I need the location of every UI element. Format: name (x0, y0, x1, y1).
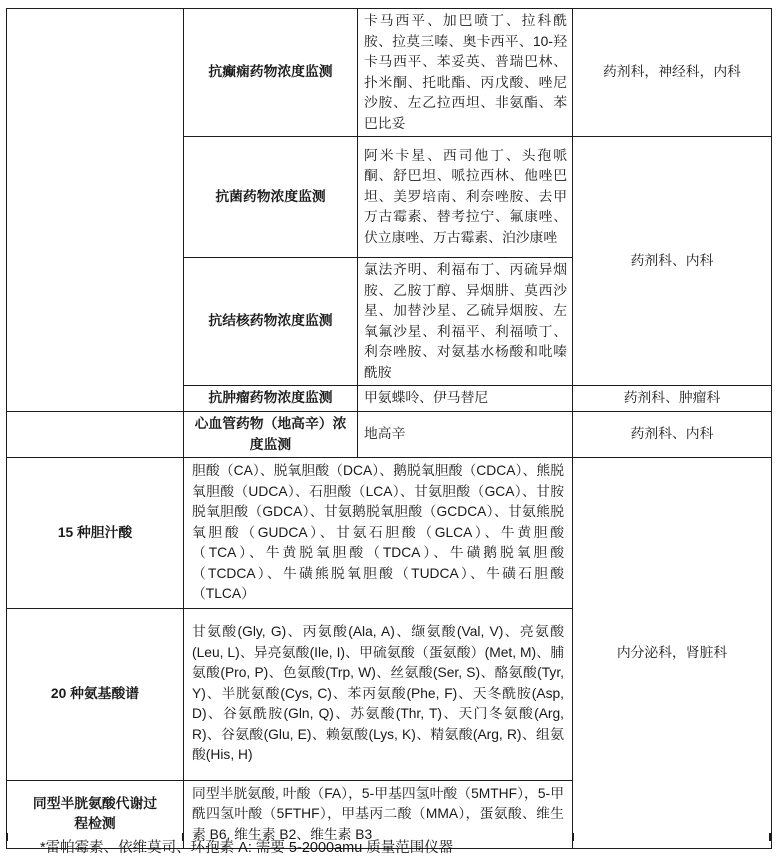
cutoff-border-tick (572, 833, 574, 841)
category-bile-acids: 15 种胆汁酸 (7, 458, 184, 609)
category-amino-acids: 20 种氨基酸谱 (7, 608, 184, 780)
drug-list-antituberculosis: 氯法齐明、利福布丁、丙硫异烟胺、乙胺丁醇、异烟肼、莫西沙星、加替沙星、乙硫异烟胺、左氧氟沙星、利福平、利福喷丁、利奈唑胺、对氨基水杨酸和吡嗪酰胺 (358, 258, 573, 386)
drug-list-antibacterial: 阿米卡星、西司他丁、头孢哌酮、舒巴坦、哌拉西林、他唑巴坦、美罗培南、利奈唑胺、去甲万古霉素、替考拉宁、氟康唑、伏立康唑、万古霉素、泊沙康唑 (358, 137, 573, 258)
content-homocysteine: 同型半胱氨酸, 叶酸（FA），5-甲基四氢叶酸（5MTHF），5-甲酰四氢叶酸（5FTHF），甲基丙二酸（MMA），蛋氨酸、维生素 B6, 维生素 B2、维生素 B3 (184, 780, 573, 849)
cutoff-border-tick (769, 833, 771, 841)
test-name-antitumor: 抗肿瘤药物浓度监测 (184, 386, 358, 412)
test-name-antiepileptic: 抗癫痫药物浓度监测 (184, 9, 358, 137)
drug-list-antitumor: 甲氨蝶呤、伊马替尼 (358, 386, 573, 412)
dept-antiepileptic: 药剂科，神经科，内科 (573, 9, 772, 137)
table-row (7, 412, 772, 458)
cutoff-border-tick (6, 833, 8, 841)
footnote-text: *雷帕霉素、依维莫司、环孢素 A: 需要 5-2000amu 质量范围仪器 (40, 840, 454, 856)
drug-list-cardiovascular: 地高辛 (358, 412, 573, 458)
dept-antibacterial-antituberculosis: 药剂科、内科 (573, 137, 772, 386)
category-empty-cell-block2 (7, 412, 184, 458)
dept-metabolic-panel: 内分泌科，肾脏科 (573, 458, 772, 849)
test-name-antibacterial: 抗菌药物浓度监测 (184, 137, 358, 258)
test-name-antituberculosis: 抗结核药物浓度监测 (184, 258, 358, 386)
dept-cardiovascular: 药剂科、内科 (573, 412, 772, 458)
drug-monitoring-table (6, 8, 772, 849)
table-row (7, 9, 772, 137)
content-amino-acids: 甘氨酸(Gly, G)、丙氨酸(Ala, A)、缬氨酸(Val, V)、亮氨酸(Leu, L)、异亮氨酸(Ile, I)、甲硫氨酸（蛋氨酸）(Met, M)、脯氨酸(Pro, P)、色氨酸(Trp, W)、丝氨酸(Ser, S)、酪氨酸(Tyr, Y)、半胱氨酸(Cys, C)、苯丙氨酸(Phe, F)、天冬酰胺(Asp, D)、谷氨酰胺(Gln, Q)、苏氨酸(Thr, T)、天门冬氨酸(Arg, R)、谷氨酸(Glu, E)、赖氨酸(Lys, K)、精氨酸(Arg, R)、组氨酸(His, H) (184, 608, 573, 780)
drug-list-antiepileptic: 卡马西平、加巴喷丁、拉科酰胺、拉莫三嗪、奥卡西平、10-羟卡马西平、苯妥英、普瑞巴林、扑米酮、托吡酯、丙戊酸、唑尼沙胺、左乙拉西坦、非氨酯、苯巴比妥 (358, 9, 573, 137)
content-bile-acids: 胆酸（CA）、脱氧胆酸（DCA）、鹅脱氧胆酸（CDCA）、熊脱氧胆酸（UDCA）、石胆酸（LCA）、甘氨胆酸（GCA）、甘胺脱氧胆酸（GDCA）、甘氨鹅脱氧胆酸（GCDCA）、甘氨熊脱氧胆酸（GUDCA）、甘氨石胆酸（GLCA）、牛黄胆酸（TCA）、牛黄脱氧胆酸（TDCA）、牛磺鹅脱氧胆酸（TCDCA）、牛磺熊脱氧胆酸（TUDCA）、牛磺石胆酸（TLCA） (184, 458, 573, 609)
dept-antitumor: 药剂科、肿瘤科 (573, 386, 772, 412)
test-name-cardiovascular: 心血管药物（地高辛）浓度监测 (184, 412, 358, 458)
category-homocysteine: 同型半胱氨酸代谢过程检测 (7, 780, 184, 849)
category-empty-cell-block1 (7, 9, 184, 412)
table-row (7, 458, 772, 609)
